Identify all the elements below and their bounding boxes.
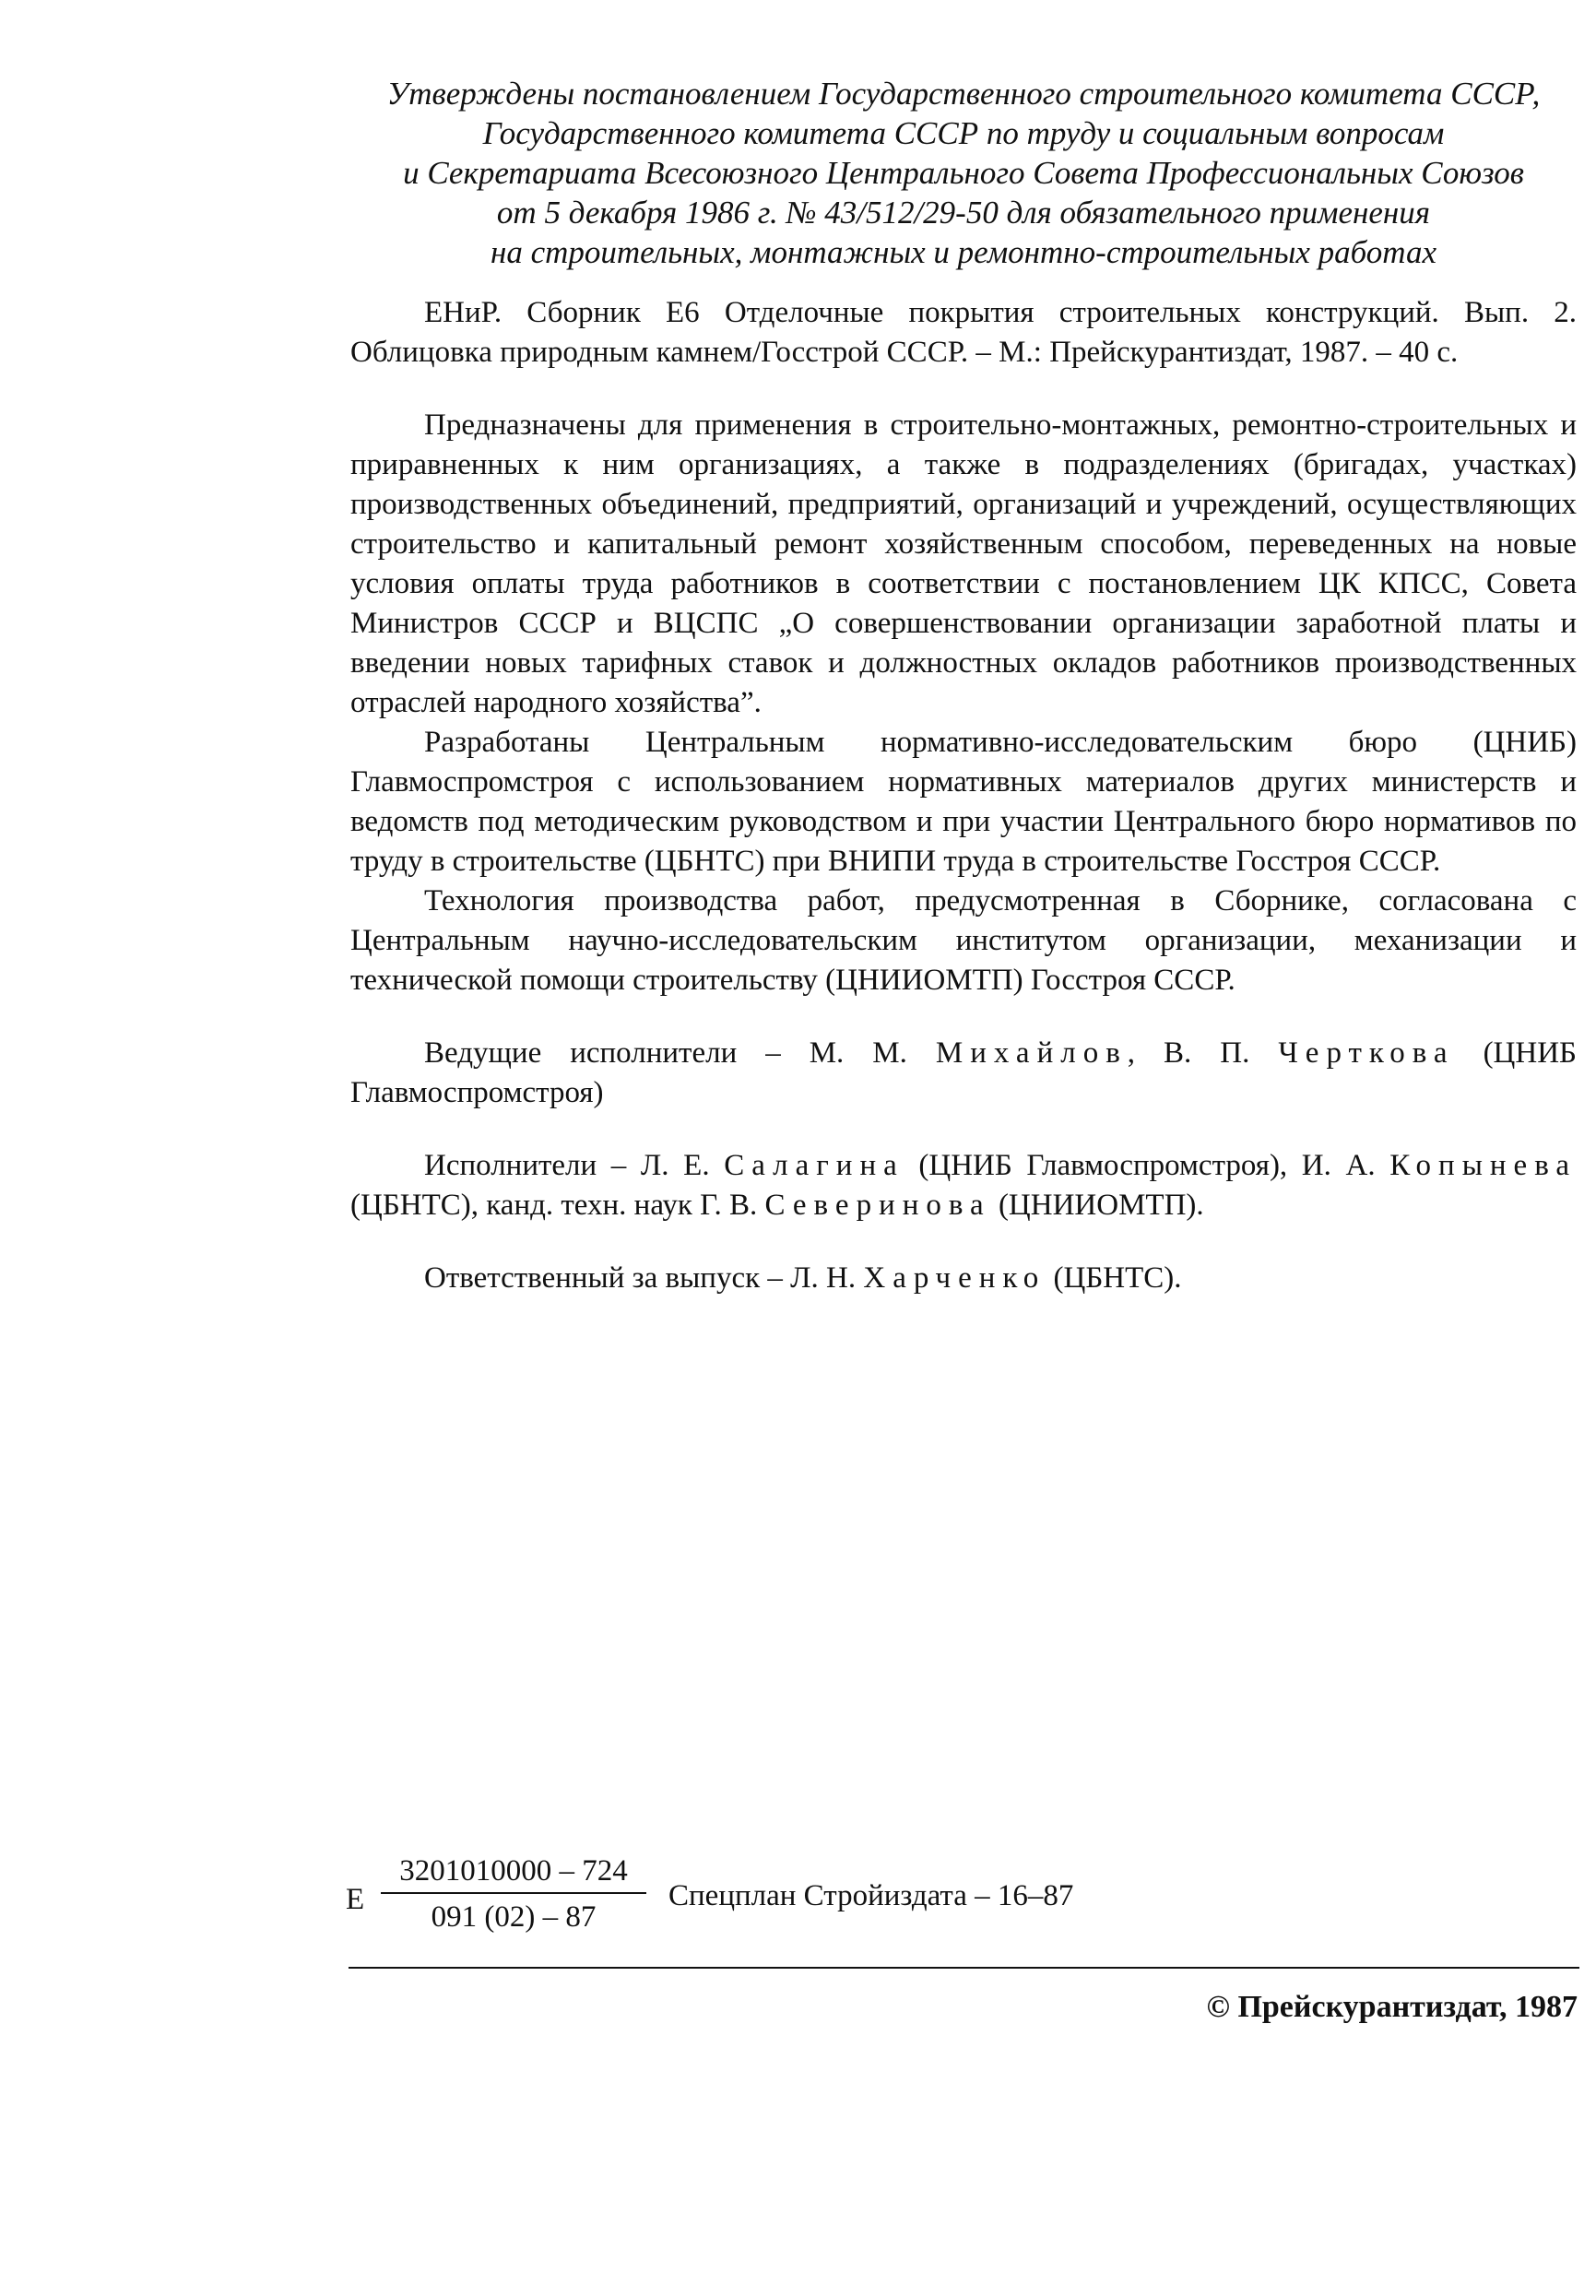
approval-line-3: и Секретариата Всесоюзного Центрального Совета Профессиональных Союзов [403,155,1524,191]
performer-name-1: Салагина [724,1149,904,1182]
developers-paragraph: Разработаны Центральным нормативно-исследовательским бюро (ЦНИБ) Главмоспромстроя с использованием нормативных материалов других министерств и ведомств под методическим руководством и при участии Центрального бюро нормативов по труду в строительстве (ЦБНТС) при ВНИПИ труда в строительстве Госстроя СССР. [350,726,1577,878]
citation: ЕНиР. Сборник Е6 Отделочные покрытия строительных конструкций. Вып. 2. Облицовка природным камнем/Госстрой СССР. – М.: Прейскурантиздат, 1987. – 40 с. [350,296,1577,369]
main-text [350,293,1577,1298]
performers-mid-2: (ЦБНТС), канд. техн. наук Г. В. [350,1189,765,1222]
spacer [350,1225,1577,1259]
responsible-editor [350,1259,1577,1298]
imprint-denominator: 091 (02) – 87 [431,1900,597,1934]
approval-note [350,74,1577,272]
approval-line-4: от 5 декабря 1986 г. № 43/512/29-50 для обязательного применения [496,195,1431,231]
technology-paragraph: Технология производства работ, предусмотренная в Сборнике, согласована с Центральным научно-исследовательским институтом организации, механизации и технической помощи строительству (ЦНИИОМТП) Госстроя СССР. [350,884,1577,997]
performer-name-2: Копынева [1389,1149,1577,1182]
lead-performers [350,1034,1577,1113]
lead-name-2: Черткова [1278,1036,1455,1070]
responsible-prefix: Ответственный за выпуск – Л. Н. [424,1261,864,1295]
spacer [350,1113,1577,1146]
purpose-paragraph: Предназначены для применения в строительно-монтажных, ремонтно-строительных и приравненных к ним организациях, а также в подразделениях (бригадах, участках) производственных объединений, предприятий, организаций и учреждений, осуществляющих строительство и капитальный ремонт хозяйственным способом, переведенных на новые условия оплаты труда работников в соответствии с постановлением ЦК КПСС, Совета Министров СССР и ВЦСПС „О совершенствовании организации заработной платы и введении новых тарифных ставок и должностных окладов работников производственных отраслей народного хозяйства”. [350,408,1577,719]
performer-name-3: Северинова [764,1189,991,1222]
imprint-fraction [381,1853,646,1935]
approval-line-2: Государственного комитета СССР по труду и социальным вопросам [482,115,1445,151]
performers [350,1146,1577,1225]
lead-prefix: Ведущие исполнители – М. М. [424,1036,936,1070]
divider-line [349,1967,1579,1969]
approval-line-1: Утверждены постановлением Государственного строительного комитета СССР, [386,76,1541,112]
fraction-bar [381,1892,646,1894]
lead-mid: , В. П. [1127,1036,1279,1070]
copyright-notice: © Прейскурантиздат, 1987 [1206,1990,1578,2024]
imprint-numerator: 3201010000 – 724 [399,1854,628,1888]
performers-suffix: (ЦНИИОМТП). [990,1189,1204,1222]
imprint-letter: Е [346,1883,365,1916]
approval-line-5: на строительных, монтажных и ремонтно-строительных работах [490,234,1437,270]
responsible-suffix: (ЦБНТС). [1046,1261,1182,1295]
performers-prefix: Исполнители – Л. Е. [424,1149,725,1182]
responsible-name: Харченко [863,1261,1046,1295]
spacer [350,1000,1577,1034]
lead-suffix: (ЦНИБ Главмоспромстроя) [350,1036,1577,1109]
lead-name-1: Михайлов [935,1036,1128,1070]
performers-mid-1: (ЦНИБ Главмоспромстроя), И. А. [904,1149,1390,1182]
publishing-plan: Спецплан Стройиздата – 16–87 [668,1879,1074,1912]
spacer [350,373,1577,406]
